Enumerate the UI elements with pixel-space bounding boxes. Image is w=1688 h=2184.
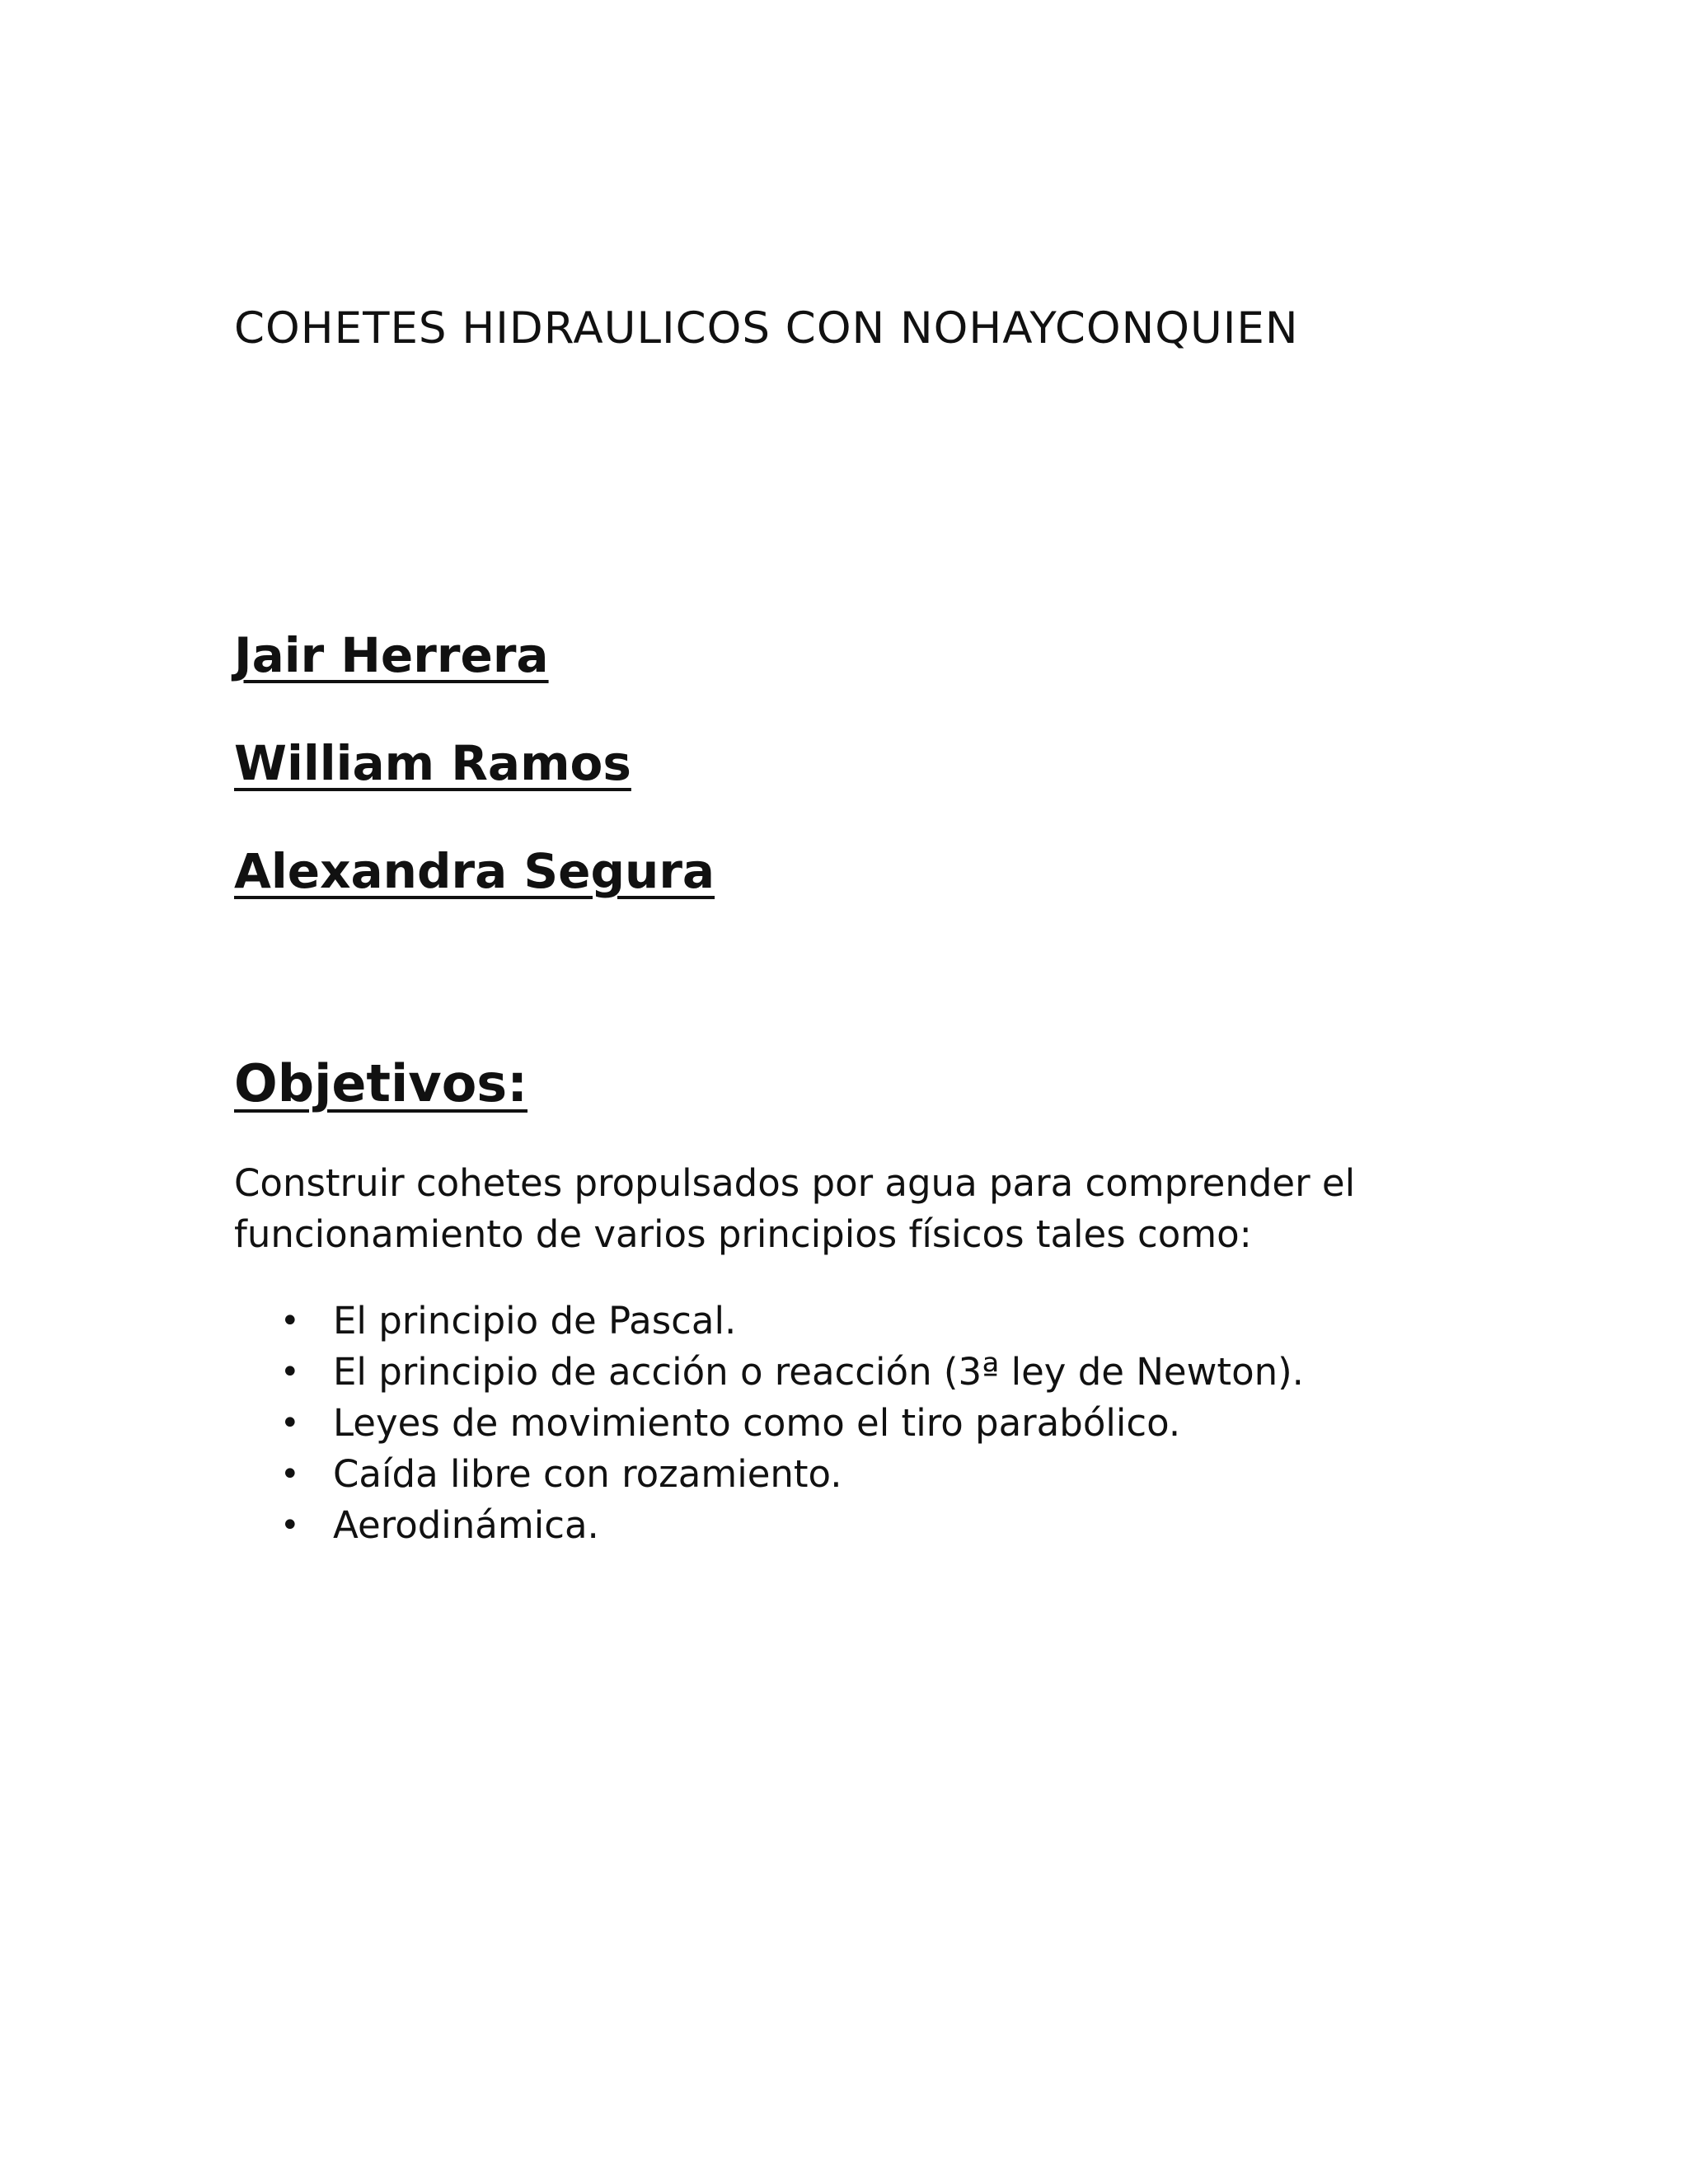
list-item [280, 1449, 1304, 1500]
document-title: COHETES HIDRAULICOS CON NOHAYCONQUIEN [234, 303, 1299, 354]
bullet-icon: • [280, 1404, 300, 1442]
bullet-icon: • [280, 1302, 300, 1340]
objective-text: El principio de acción o reacción (3ª ley de Newton). [333, 1350, 1304, 1394]
bullet-icon: • [280, 1455, 300, 1493]
author-name: William Ramos [234, 735, 631, 791]
author-name: Alexandra Segura [234, 843, 715, 899]
list-item [280, 1296, 1304, 1347]
objectives-intro: Construir cohetes propulsados por agua para comprender el funcionamiento de varios principios físicos tales como: [234, 1161, 1356, 1256]
objectives-heading: Objetivos: [234, 1053, 528, 1113]
bullet-icon: • [280, 1353, 300, 1391]
objective-text: Aerodinámica. [333, 1503, 599, 1547]
author-name: Jair Herrera [234, 627, 549, 683]
objective-text: Caída libre con rozamiento. [333, 1452, 842, 1496]
bullet-icon: • [280, 1507, 300, 1544]
list-item [280, 1500, 1304, 1551]
objectives-list [280, 1296, 1304, 1551]
list-item [280, 1347, 1304, 1398]
objective-text: El principio de Pascal. [333, 1299, 737, 1343]
author-list [234, 622, 715, 946]
objective-text: Leyes de movimiento como el tiro parabólico. [333, 1401, 1181, 1445]
list-item [280, 1398, 1304, 1449]
